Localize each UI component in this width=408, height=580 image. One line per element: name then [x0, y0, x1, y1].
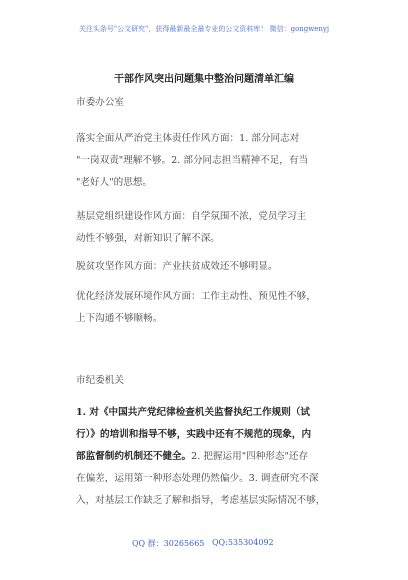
paragraph-bold-fragment: 部监督制约机制还不健全。	[76, 451, 192, 462]
header-promo-note: 关注头条号"公文研究"，获得最新最全最专业的公文资料库！ 微信：gongwenyj	[78, 25, 330, 33]
paragraph-line: 上下沟通不够顺畅。	[76, 313, 163, 324]
paragraph-line: 在偏差，运用第一种形态处理仍然偏少。3. 调查研究不深	[76, 473, 319, 484]
footer-qq-group: QQ 群：30265665	[132, 539, 205, 548]
paragraph-line: 落实全面从严治党主体责任作风方面：1. 部分同志对	[76, 133, 300, 144]
paragraph-line: 基层党组织建设作风方面：自学氛围不浓，党员学习主	[76, 211, 307, 222]
paragraph-line-mixed	[76, 446, 308, 468]
paragraph-line: "一岗双责"理解不够。2. 部分同志担当精神不足，有当	[76, 155, 309, 166]
paragraph-line-bold: 1. 对《中国共产党纪律检查机关监督执纪工作规则（试	[76, 407, 311, 418]
paragraph-line: 动性不够强，对新知识了解不深。	[76, 233, 220, 244]
paragraph-line: 入，对基层工作缺乏了解和指导，考虑基层实际情况不够，	[76, 495, 326, 506]
section-heading-municipal-office: 市委办公室	[76, 97, 124, 108]
paragraph-line-bold: 行）》的培训和指导不够，实践中还有不规范的现象，内	[76, 429, 312, 440]
footer-qq-number: QQ:535304092	[212, 538, 274, 547]
paragraph-line: 优化经济发展环境作风方面：工作主动性、预见性不够，	[76, 291, 316, 302]
paragraph-line: 脱贫攻坚作风方面：产业扶贫成效还不够明显。	[76, 261, 278, 272]
document-title: 干部作风突出问题集中整治问题清单汇编	[114, 74, 294, 85]
section-heading-discipline-commission: 市纪委机关	[76, 375, 124, 386]
paragraph-fragment: 2. 把握运用"四种形态"还存	[191, 451, 309, 462]
paragraph-line: "老好人"的思想。	[76, 177, 152, 188]
